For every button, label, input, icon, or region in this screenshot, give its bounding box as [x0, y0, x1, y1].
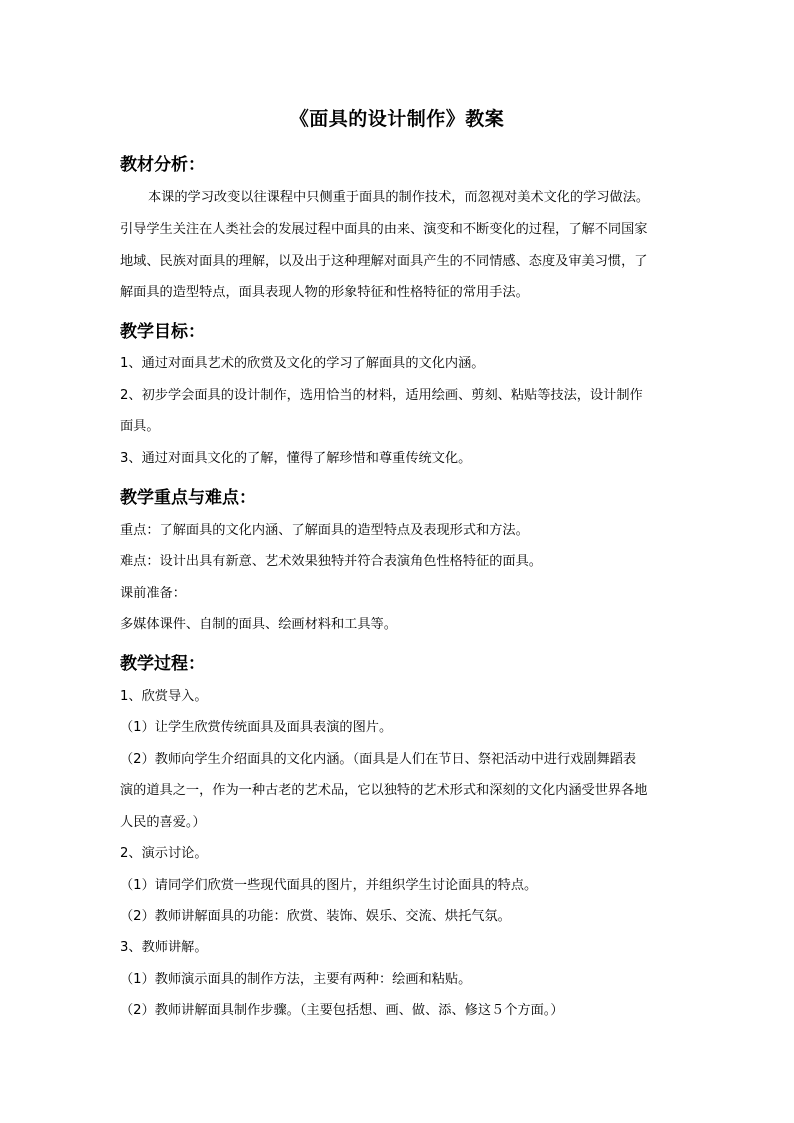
paragraph-line: 2、演示讨论。: [120, 846, 208, 861]
paragraph-line: 课前准备：: [120, 586, 186, 601]
paragraph-line: 演的道具之一，作为一种古老的艺术品，它以独特的艺术形式和深刻的文化内涵受世界各地: [120, 783, 648, 798]
paragraph-line: 面具。: [120, 419, 160, 434]
section-heading-process: 教学过程：: [120, 654, 205, 674]
section-heading-goals: 教学目标：: [120, 322, 205, 342]
document-title: 《面具的设计制作》教案: [289, 108, 505, 130]
paragraph-line: 解面具的造型特点，面具表现人物的形象特征和性格特征的常用手法。: [120, 285, 529, 300]
paragraph-line: （2）教师讲解面具的功能：欣赏、装饰、娱乐、交流、烘托气氛。: [120, 909, 511, 924]
paragraph-line: 引导学生关注在人类社会的发展过程中面具的由来、演变和不断变化的过程，了解不同国家: [120, 222, 648, 237]
paragraph-line: （1）让学生欣赏传统面具及面具表演的图片。: [120, 720, 393, 735]
paragraph-line: 多媒体课件、自制的面具、绘画材料和工具等。: [120, 617, 397, 632]
paragraph-line: （2）教师讲解面具制作步骤。（主要包括想、画、做、添、修这５个方面。）: [120, 1003, 564, 1018]
paragraph-line: 难点：设计出具有新意、艺术效果独特并符合表演角色性格特征的面具。: [120, 554, 542, 569]
paragraph-line: 人民的喜爱。）: [120, 815, 206, 830]
paragraph-line: 1、欣赏导入。: [120, 689, 208, 704]
paragraph-line: 1、通过对面具艺术的欣赏及文化的学习了解面具的文化内涵。: [120, 356, 485, 371]
paragraph-line: （1）教师演示面具的制作方法，主要有两种：绘画和粘贴。: [120, 972, 472, 987]
paragraph-line: 地域、民族对面具的理解，以及出于这种理解对面具产生的不同情感、态度及审美习惯，了: [120, 254, 648, 269]
section-heading-keypoints: 教学重点与难点：: [120, 488, 256, 508]
paragraph-line: 本课的学习改变以往课程中只侧重于面具的制作技术，而忽视对美术文化的学习做法。: [148, 190, 650, 205]
section-heading-analysis: 教材分析：: [120, 155, 205, 175]
paragraph-line: 重点：了解面具的文化内涵、了解面具的造型特点及表现形式和方法。: [120, 523, 529, 538]
paragraph-line: 2、初步学会面具的设计制作，选用恰当的材料，适用绘画、剪刻、粘贴等技法，设计制作: [120, 388, 643, 403]
paragraph-line: 3、教师讲解。: [120, 940, 208, 955]
paragraph-line: （1）请同学们欣赏一些现代面具的图片，并组织学生讨论面具的特点。: [120, 878, 538, 893]
paragraph-line: （2）教师向学生介绍面具的文化内涵。（面具是人们在节日、祭祀活动中进行戏剧舞蹈表: [120, 752, 637, 767]
paragraph-line: 3、通过对面具文化的了解，懂得了解珍惜和尊重传统文化。: [120, 451, 472, 466]
